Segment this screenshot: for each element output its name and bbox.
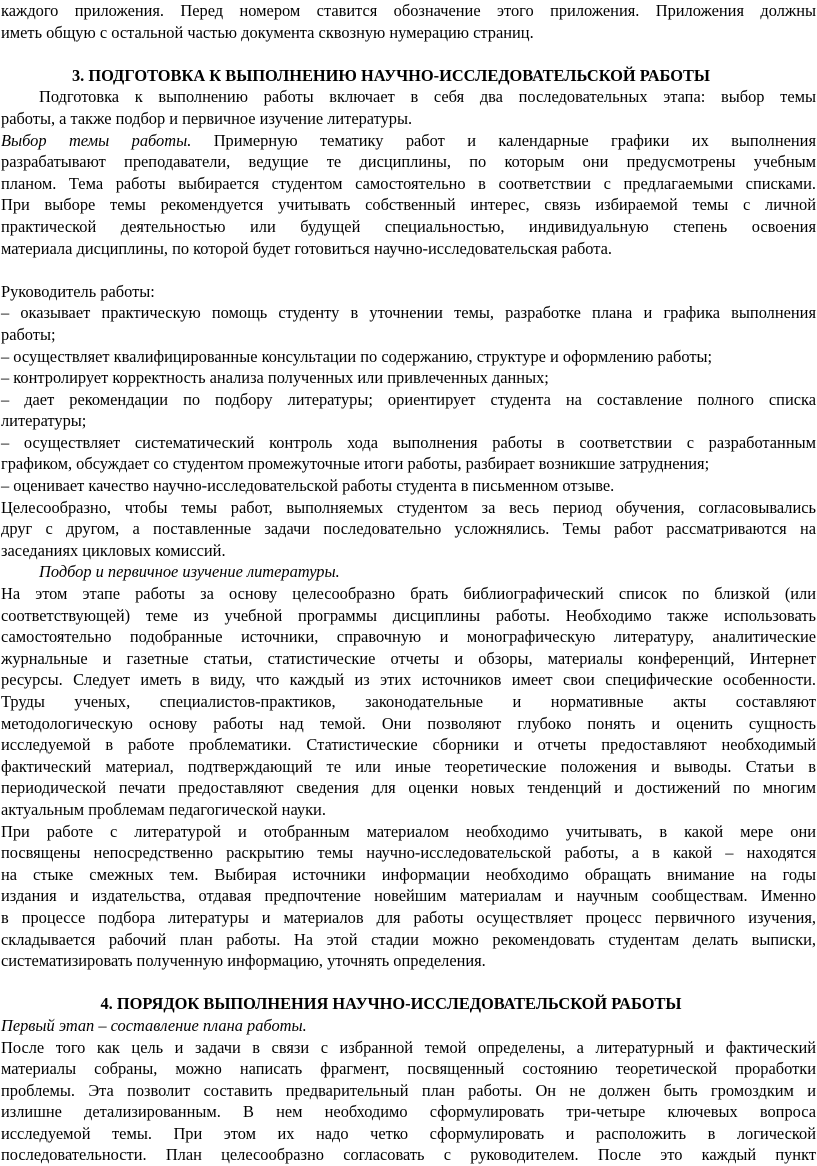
text-line: графиком, обсуждает со студентом промежуточные итоги работы, разбирает возникшие затруднения; xyxy=(1,454,710,474)
text-line: – осуществляет квалифицированные консультации по содержанию, структуре и оформлению работы; xyxy=(1,346,713,366)
subsection-title: Выбор темы работы. xyxy=(1,130,192,150)
blank-line xyxy=(1,259,816,281)
text-line: – оценивает качество научно-исследовательской работы студента в письменном отзыве. xyxy=(1,476,615,496)
subsection-title: Первый этап – составление плана работы. xyxy=(1,1015,307,1035)
text-line: работы, а также подбор и первичное изучение литературы. xyxy=(1,108,413,128)
text-line: иметь общую с остальной частью документа сквозную нумерацию страниц. xyxy=(1,22,534,42)
text-line: При выборе темы рекомендуется учитывать собственный интерес, связь избираемой темы с личной xyxy=(1,195,816,215)
text-line: планом. Тема работы выбирается студентом самостоятельно в соответствии с предлагаемыми списками. xyxy=(1,173,816,193)
text-line: проблемы. Эта позволит составить предварительный план работы. Он не должен быть громоздким и xyxy=(1,1080,816,1100)
text-line: разрабатывают преподаватели, ведущие те дисциплины, по которым они предусмотрены учебным xyxy=(1,152,816,172)
text-line: издания и издательства, отдавая предпочтение новейшим материалам и научным сообществам. Именно xyxy=(1,886,816,906)
text-line: материалы собраны, можно написать фрагмент, посвященный состоянию теоретической проработки xyxy=(1,1059,816,1079)
text-line: литературы; xyxy=(1,411,87,431)
text-line: практической деятельностью или будущей специальностью, индивидуальную степень освоения xyxy=(1,216,816,236)
text-line: заседаниях цикловых комиссий. xyxy=(1,540,226,560)
text-line: систематизировать полученную информацию, уточнять определения. xyxy=(1,951,486,971)
text-line: периодической печати предоставляют сведения для оценки новых тенденций и достижений по многим xyxy=(1,778,816,798)
text-line: – осуществляет систематический контроль хода выполнения работы в соответствии с разработанным xyxy=(1,432,816,452)
text-line xyxy=(1,130,816,152)
section-heading: 4. ПОРЯДОК ВЫПОЛНЕНИЯ НАУЧНО-ИССЛЕДОВАТЕЛЬСКОЙ РАБОТЫ xyxy=(100,994,682,1014)
text-line: исследуемой темы. При этом их надо четко сформулировать и расположить в логической xyxy=(1,1123,816,1143)
text-line: на стыке смежных тем. Выбирая источники информации необходимо обращать внимание на годы xyxy=(1,864,816,884)
blank-line xyxy=(1,43,816,65)
section-heading: 3. ПОДГОТОВКА К ВЫПОЛНЕНИЮ НАУЧНО-ИССЛЕДОВАТЕЛЬСКОЙ РАБОТЫ xyxy=(71,65,711,85)
text-line: работы; xyxy=(1,324,56,344)
text-line: ресурсы. Следует иметь в виду, что каждый из этих источников имеет свои специфические особенности. xyxy=(1,670,816,690)
text-line: актуальным проблемам педагогической науки. xyxy=(1,799,326,819)
text-line: Руководитель работы: xyxy=(1,281,155,301)
blank-line xyxy=(1,972,816,994)
text-line: излишне детализированным. В нем необходимо сформулировать три-четыре ключевых вопроса xyxy=(1,1102,816,1122)
text-line: складывается рабочий план работы. На этой стадии можно рекомендовать студентам делать выписки, xyxy=(1,929,816,949)
text-line: методологическую основу работы над темой. Они позволяют глубоко понять и оценить сущность xyxy=(1,713,816,733)
text-line: посвящены непосредственно раскрытию темы научно-исследовательской работы, а в какой – находятся xyxy=(1,843,816,863)
subsection-title: Подбор и первичное изучение литературы. xyxy=(39,562,340,582)
text-line: Подготовка к выполнению работы включает в себя два последовательных этапа: выбор темы xyxy=(39,87,816,107)
text-line: материала дисциплины, по которой будет готовиться научно-исследовательская работа. xyxy=(1,238,613,258)
text-line: – дает рекомендации по подбору литературы; ориентирует студента на составление полного списка xyxy=(1,389,816,409)
text-line: На этом этапе работы за основу целесообразно брать библиографический список по близкой (или xyxy=(1,584,816,604)
text-line: Труды ученых, специалистов-практиков, законодательные и нормативные акты составляют xyxy=(1,692,816,711)
text-run: Примерную тематику работ и календарные графики их выполнения xyxy=(191,130,816,150)
text-line: При работе с литературой и отобранным материалом необходимо учитывать, в какой мере они xyxy=(1,821,816,841)
text-line: исследуемой в работе проблематики. Статистические сборники и отчеты предоставляют необходимый xyxy=(1,735,816,755)
text-line: друг с другом, а поставленные задачи последовательно усложнялись. Темы работ рассматриваются на xyxy=(1,519,816,539)
text-line: После того как цель и задачи в связи с избранной темой определены, а литературный и фактический xyxy=(1,1037,816,1057)
text-line: соответствующей) теме из учебной программы дисциплины работы. Необходимо также использовать xyxy=(1,605,816,625)
text-line: фактический материал, подтверждающий те или иные теоретические положения и выводы. Статьи в xyxy=(1,756,816,776)
text-line: каждого приложения. Перед номером ставится обозначение этого приложения. Приложения должны xyxy=(1,1,816,20)
text-line: Целесообразно, чтобы темы работ, выполняемых студентом за весь период обучения, согласовывались xyxy=(1,497,816,517)
text-line: в процессе подбора литературы и материалов для работы осуществляет процесс первичного изучения, xyxy=(1,907,816,927)
text-line: – контролирует корректность анализа полученных или привлеченных данных; xyxy=(1,368,549,388)
text-line: журнальные и газетные статьи, статистические отчеты и обзоры, материалы конференций, Интернет xyxy=(1,648,816,668)
text-line: – оказывает практическую помощь студенту в уточнении темы, разработке плана и графика выполнения xyxy=(1,303,816,323)
text-line: самостоятельно подобранные источники, справочную и монографическую литературу, аналитические xyxy=(1,627,816,647)
text-line: последовательности. План целесообразно согласовать с руководителем. После это каждый пункт xyxy=(1,1145,816,1165)
